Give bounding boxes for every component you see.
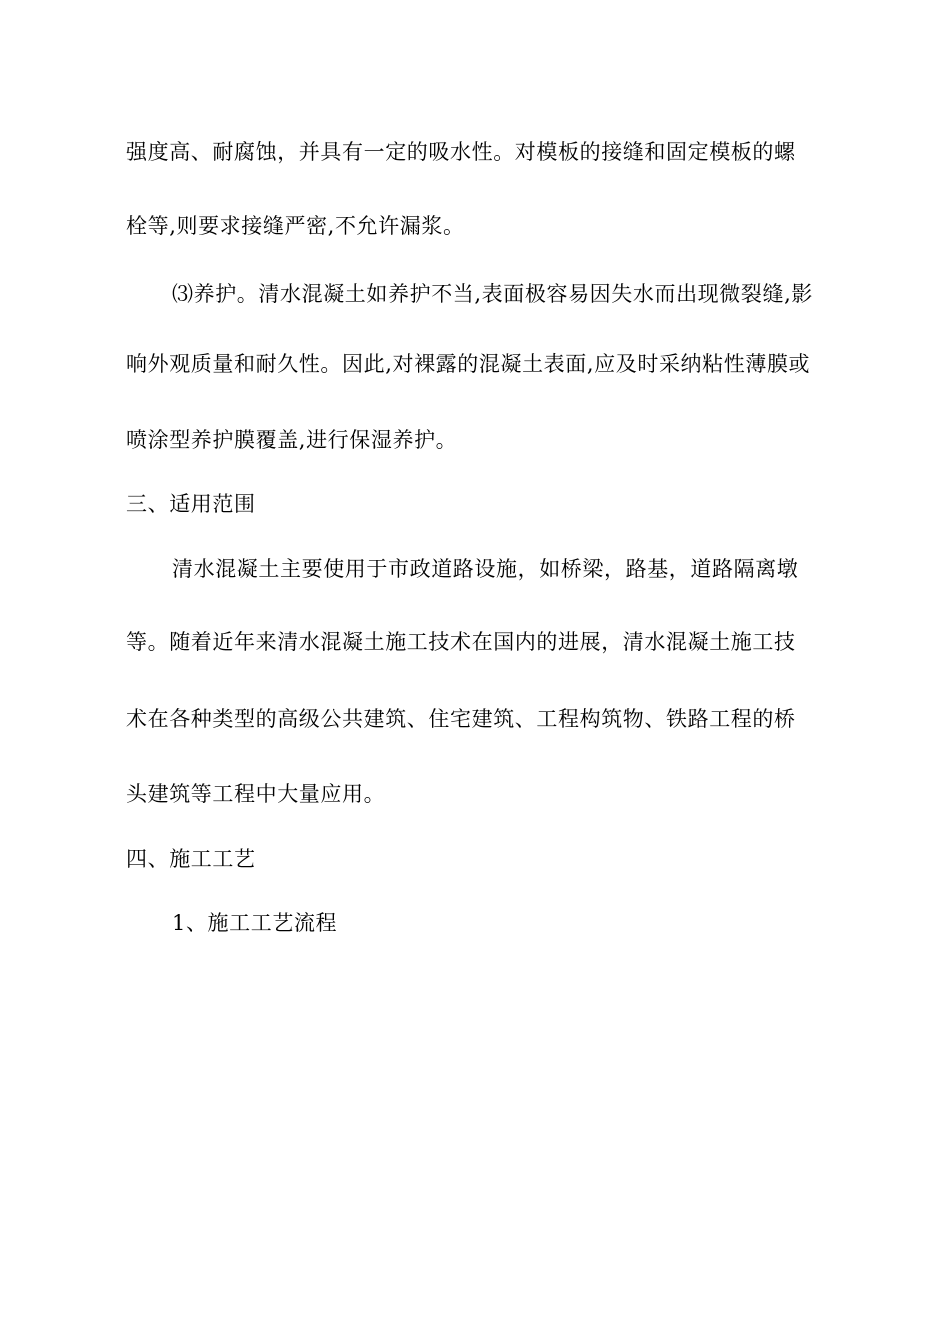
body-text-line: ⑶养护。清水混凝土如养护不当,表面极容易因失水而出现微裂缝,影	[172, 282, 813, 306]
subsection-heading: 1、施工工艺流程	[172, 911, 338, 935]
body-text-line: 等。随着近年来清水混凝土施工技术在国内的进展，清水混凝土施工技	[126, 630, 796, 654]
body-text-line: 头建筑等工程中大量应用。	[126, 782, 386, 806]
body-text-line: 喷涂型养护膜覆盖,进行保湿养护。	[126, 428, 458, 452]
section-heading: 四、施工工艺	[126, 847, 256, 871]
body-text-line: 栓等,则要求接缝严密,不允许漏浆。	[126, 214, 465, 238]
body-text-line: 清水混凝土主要使用于市政道路设施，如桥梁，路基，道路隔离墩	[172, 557, 799, 581]
section-heading: 三、适用范围	[126, 492, 256, 516]
body-text-line: 强度高、耐腐蚀，并具有一定的吸水性。对模板的接缝和固定模板的螺	[126, 140, 796, 164]
body-text-line: 响外观质量和耐久性。因此,对裸露的混凝土表面,应及时采纳粘性薄膜或	[126, 352, 811, 376]
body-text-line: 术在各种类型的高级公共建筑、住宅建筑、工程构筑物、铁路工程的桥	[126, 707, 796, 731]
